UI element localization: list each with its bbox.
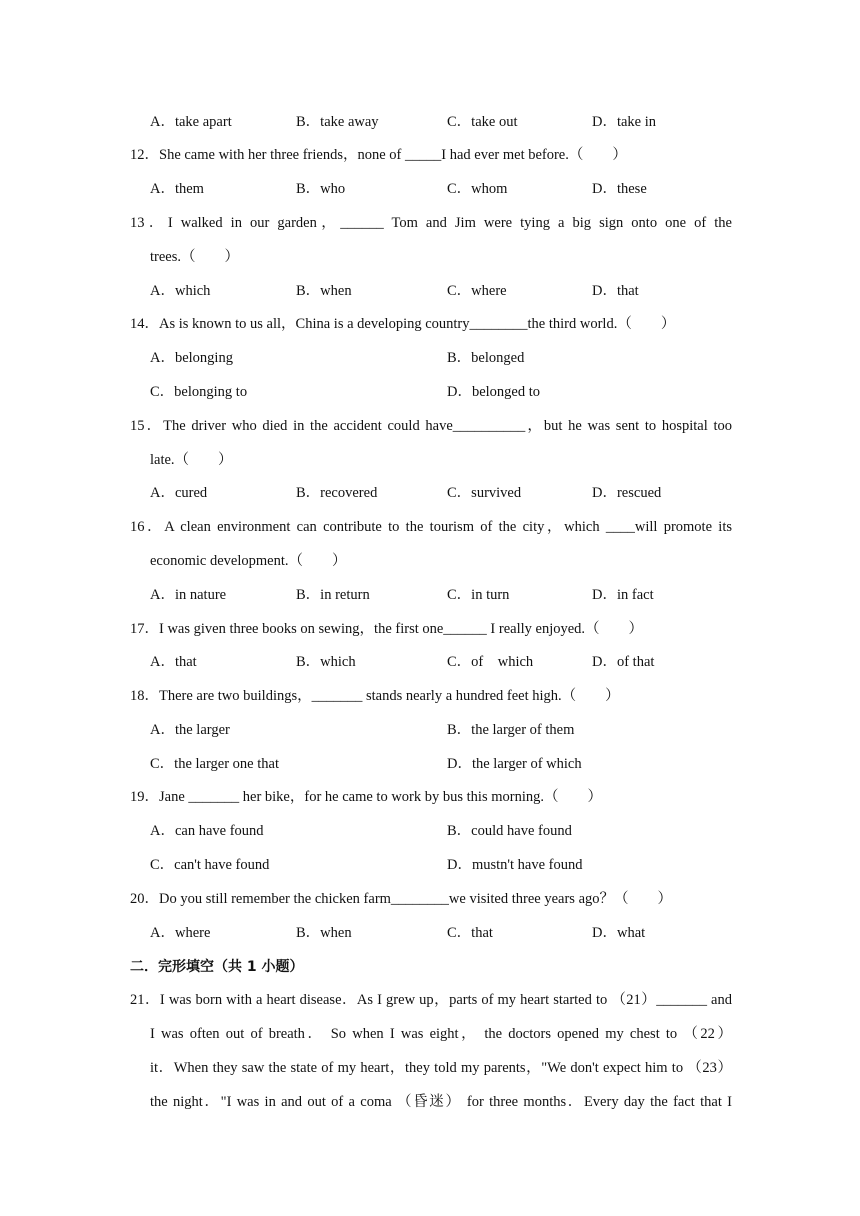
q15-option-c: C．survived: [447, 485, 522, 501]
q12-option-b: B．who: [296, 181, 346, 197]
q16-options: [150, 585, 750, 605]
q20-option-a: A．where: [150, 925, 211, 941]
q21-passage-line2: I was often out of breath． So when I was eight， the doctors opened my chest to （22）: [150, 1026, 732, 1042]
q18-option-b: B．the larger of them: [447, 722, 575, 738]
q12-option-d: D．these: [592, 181, 647, 197]
q20-option-d: D．what: [592, 925, 646, 941]
q12-stem: 12．She came with her three friends，none of _____I had ever met before.（ ）: [130, 147, 627, 163]
q11-option-b: B．take away: [296, 114, 379, 130]
q17-stem: 17．I was given three books on sewing，the first one______ I really enjoyed.（ ）: [130, 621, 644, 637]
q11-option-c: C．take out: [447, 114, 518, 130]
q19-option-d: D．mustn't have found: [447, 857, 583, 873]
q19-options-row1: [150, 821, 750, 841]
q21-passage-line4: the night．"I was in and out of a coma （昏迷） for three months．Every day the fact that I: [150, 1094, 732, 1110]
q21-passage-line1: 21．I was born with a heart disease．As I grew up，parts of my heart started to （21）_______ and: [130, 992, 732, 1008]
q16-stem-line1: 16．A clean environment can contribute to the tourism of the city，which ____will promote its: [130, 519, 732, 535]
q20-option-b: B．when: [296, 925, 352, 941]
q13-option-a: A．which: [150, 283, 211, 299]
q13-option-b: B．when: [296, 283, 352, 299]
q17-option-d: D．of that: [592, 654, 655, 670]
q11-option-a: A．take apart: [150, 114, 232, 130]
q16-stem-line2: economic development.（ ）: [150, 553, 347, 569]
q20-options: [150, 923, 750, 943]
q21-passage-line3: it．When they saw the state of my heart，they told my parents，"We don't expect him to （23）: [150, 1060, 732, 1076]
q13-option-c: C．where: [447, 283, 507, 299]
q11-options: [150, 112, 750, 132]
q15-stem-line2: late.（ ）: [150, 452, 233, 468]
q16-option-b: B．in return: [296, 587, 370, 603]
q19-option-b: B．could have found: [447, 823, 572, 839]
q17-option-c: C．of which: [447, 654, 534, 670]
q20-stem: 20．Do you still remember the chicken farm________we visited three years ago？（ ）: [130, 891, 673, 907]
q13-options: [150, 281, 750, 301]
q13-stem-line2: trees.（ ）: [150, 249, 239, 265]
q19-options-row2: [150, 855, 750, 875]
section-heading-cloze: 二．完形填空（共 1 小题）: [130, 959, 304, 975]
q16-option-c: C．in turn: [447, 587, 510, 603]
q17-option-a: A．that: [150, 654, 197, 670]
q18-options-row1: [150, 720, 750, 740]
q14-options-row2: [150, 382, 750, 402]
q17-option-b: B．which: [296, 654, 356, 670]
q18-stem: 18．There are two buildings，_______ stands nearly a hundred feet high.（ ）: [130, 688, 620, 704]
q14-stem: 14．As is known to us all，China is a developing country________the third world.（ ）: [130, 316, 676, 332]
q16-option-a: A．in nature: [150, 587, 227, 603]
q13-stem-line1: 13．I walked in our garden，______ Tom and Jim were tying a big sign onto one of the: [130, 215, 732, 231]
q15-option-b: B．recovered: [296, 485, 378, 501]
q15-stem-line1: 15．The driver who died in the accident could have__________，but he was sent to hospital too: [130, 418, 732, 434]
q15-options: [150, 483, 750, 503]
q19-stem: 19．Jane _______ her bike，for he came to work by bus this morning.（ ）: [130, 789, 602, 805]
q12-options: [150, 179, 750, 199]
q16-option-d: D．in fact: [592, 587, 654, 603]
q18-option-c: C．the larger one that: [150, 756, 279, 772]
q12-option-c: C．whom: [447, 181, 508, 197]
q14-option-d: D．belonged to: [447, 384, 541, 400]
q14-option-c: C．belonging to: [150, 384, 248, 400]
q15-option-d: D．rescued: [592, 485, 662, 501]
q14-option-b: B．belonged: [447, 350, 525, 366]
q18-options-row2: [150, 754, 750, 774]
q15-option-a: A．cured: [150, 485, 208, 501]
q13-option-d: D．that: [592, 283, 639, 299]
q19-option-c: C．can't have found: [150, 857, 270, 873]
q14-option-a: A．belonging: [150, 350, 233, 366]
q12-option-a: A．them: [150, 181, 204, 197]
q19-option-a: A．can have found: [150, 823, 264, 839]
q11-option-d: D．take in: [592, 114, 657, 130]
q18-option-a: A．the larger: [150, 722, 230, 738]
q18-option-d: D．the larger of which: [447, 756, 582, 772]
q20-option-c: C．that: [447, 925, 493, 941]
q14-options-row1: [150, 348, 750, 368]
q17-options: [150, 652, 750, 672]
